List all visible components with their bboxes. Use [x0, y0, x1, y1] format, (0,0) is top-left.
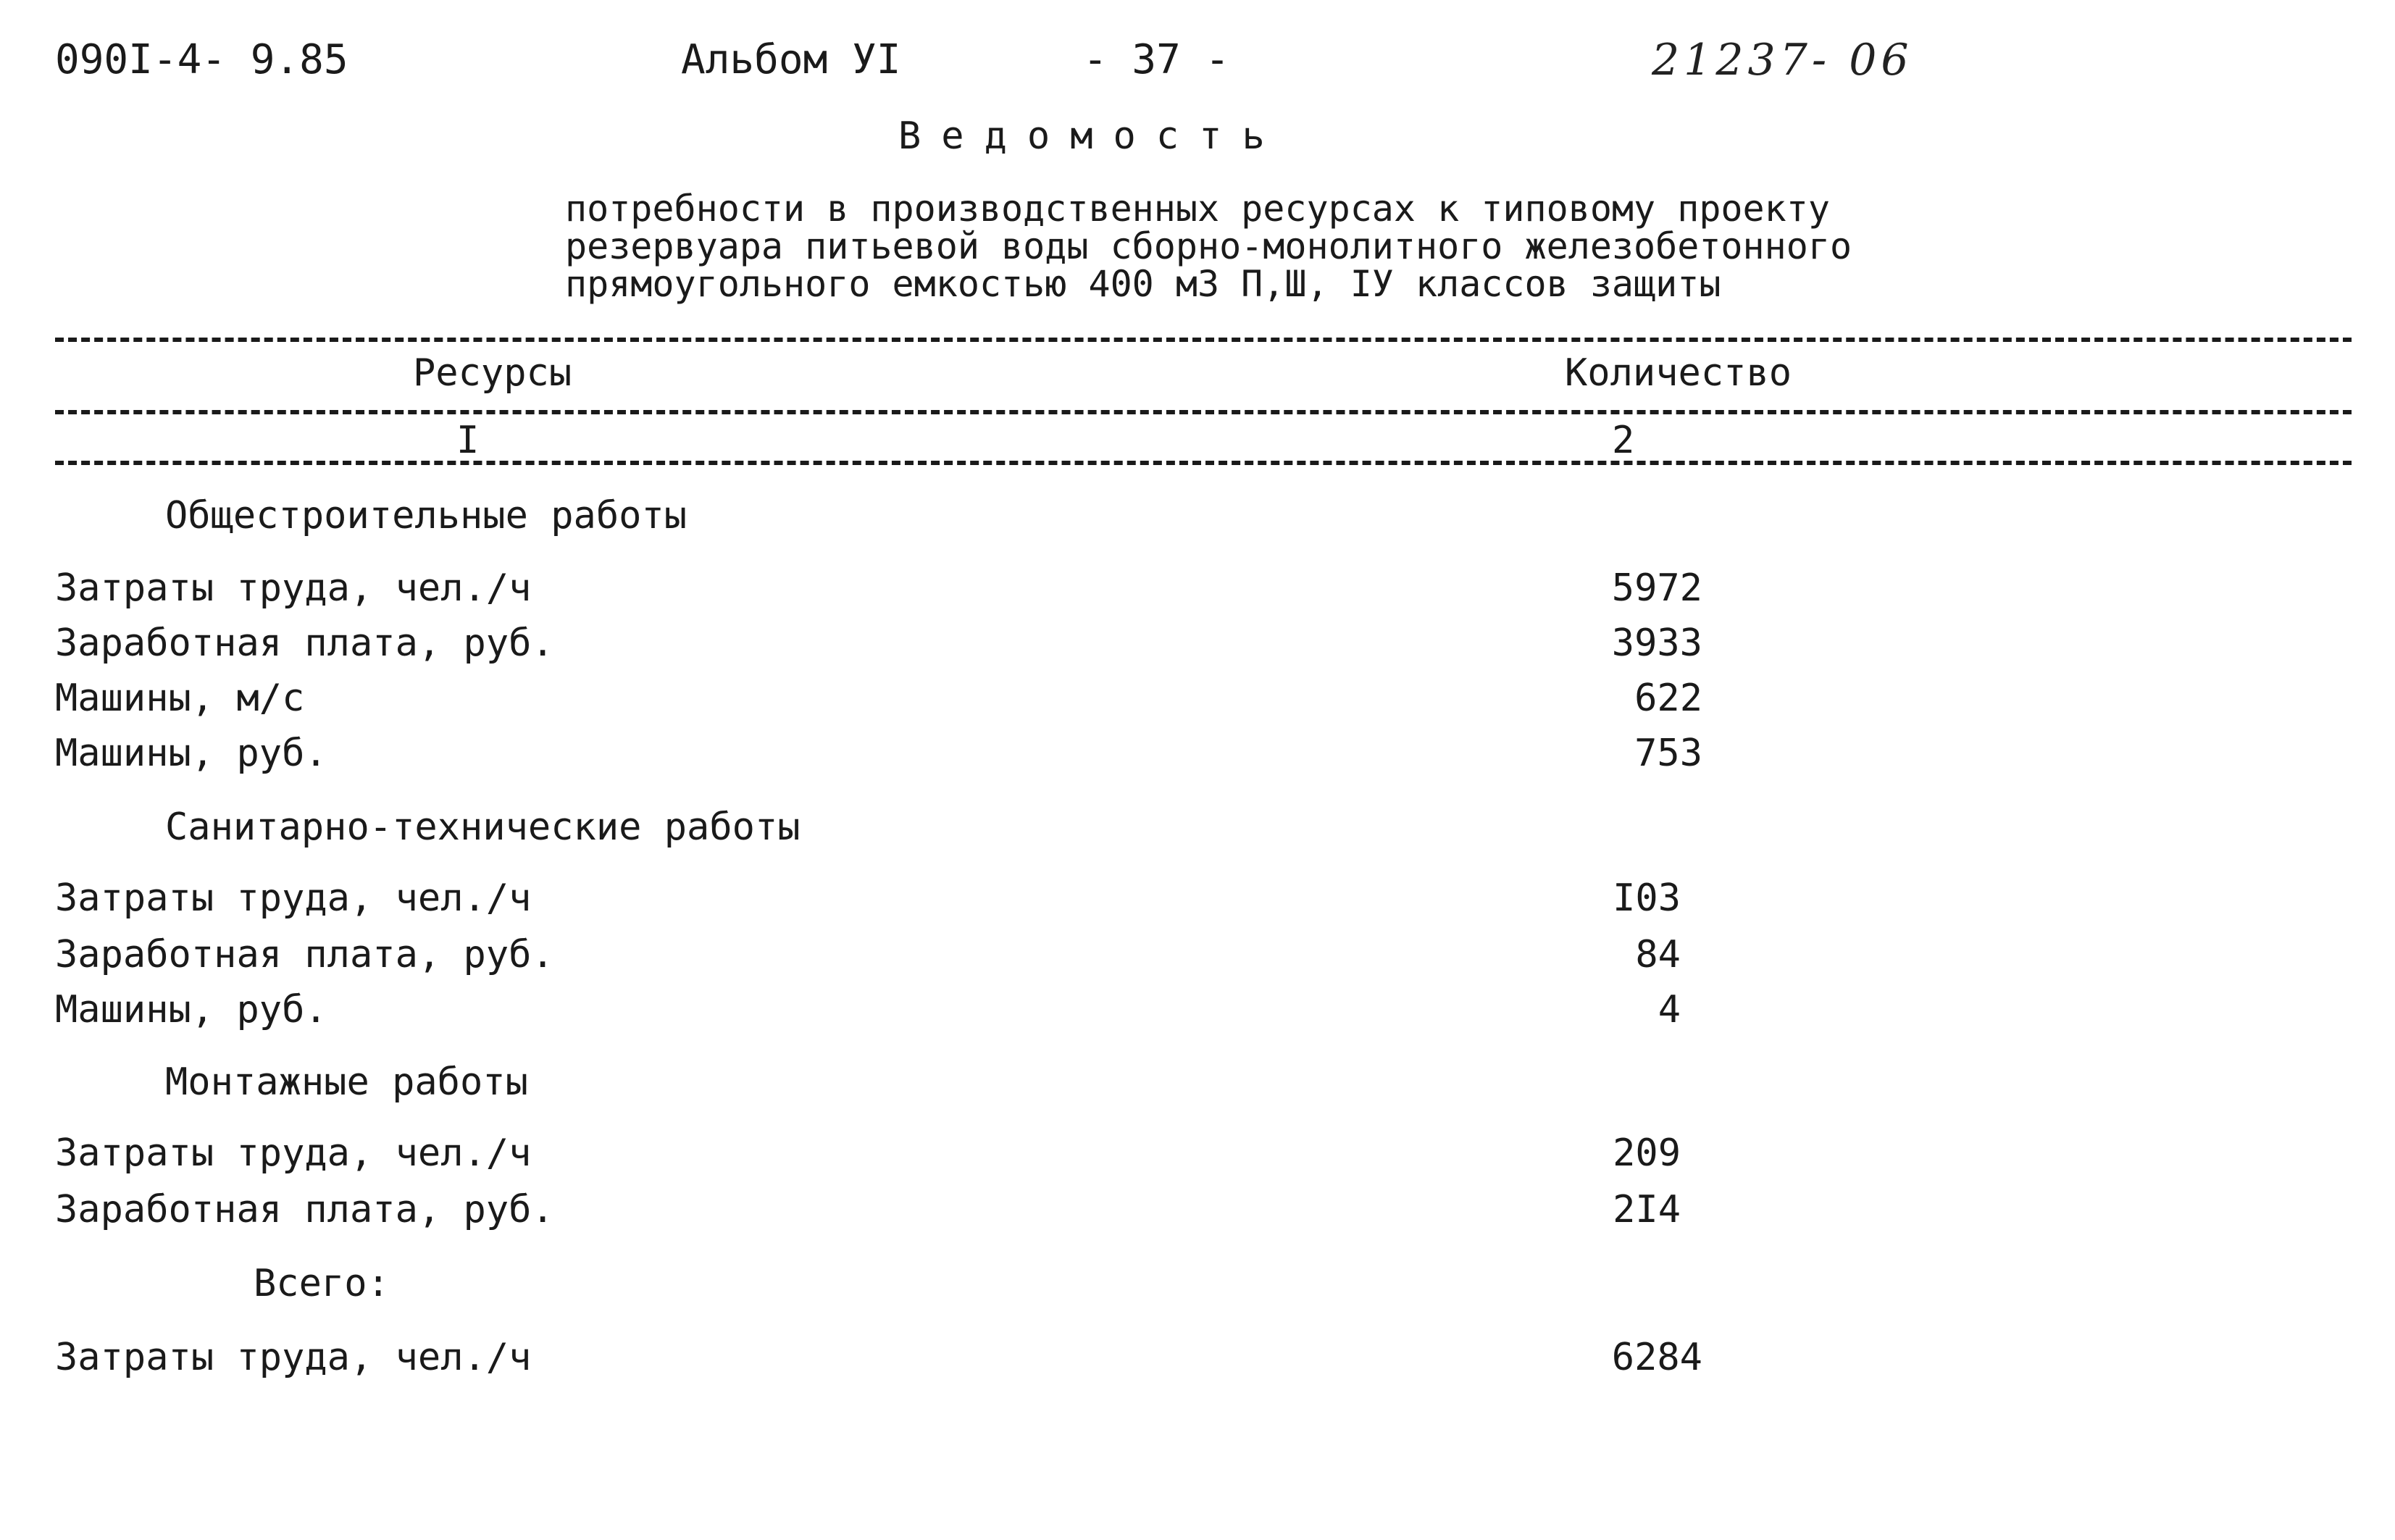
row-value: 5972 — [1611, 566, 1702, 610]
row-label: Заработная плата, руб. — [55, 622, 554, 665]
subtitle-line: прямоугольного емкостью 400 м3 П,Ш, IУ классов защиты — [565, 263, 1721, 305]
table-divider — [55, 410, 2352, 414]
row-value: 6284 — [1611, 1336, 1702, 1379]
row-label: Затраты труда, чел./ч — [55, 566, 532, 610]
document-subtitle — [565, 190, 1852, 303]
document-code: 090I-4- 9.85 — [55, 36, 348, 83]
total-heading: Всего: — [254, 1262, 390, 1305]
row-value: 209 — [1613, 1131, 1681, 1175]
section-heading: Общестроительные работы — [165, 494, 687, 537]
row-label: Машины, м/с — [55, 677, 305, 720]
album-label: Альбом УI — [681, 36, 901, 83]
row-value: 2I4 — [1613, 1188, 1681, 1231]
document-title: Ведомость — [898, 114, 1285, 158]
column-number-1: I — [456, 419, 480, 462]
section-heading: Монтажные работы — [165, 1060, 528, 1104]
row-label: Затраты труда, чел./ч — [55, 1336, 532, 1379]
row-value: 3933 — [1611, 622, 1702, 665]
section-heading: Санитарно-технические работы — [165, 805, 801, 849]
row-value: I03 — [1613, 876, 1681, 920]
inventory-number: 21237- 06 — [1652, 35, 1913, 85]
row-label: Заработная плата, руб. — [55, 1188, 554, 1231]
row-value: 622 — [1634, 677, 1702, 720]
subtitle-line: резервуара питьевой воды сборно-монолитного железобетонного — [565, 225, 1852, 267]
column-header-quantity: Количество — [1565, 351, 1792, 395]
row-value: 84 — [1635, 933, 1681, 976]
row-label: Затраты труда, чел./ч — [55, 876, 532, 920]
column-number-2: 2 — [1612, 419, 1635, 462]
row-label: Машины, руб. — [55, 732, 327, 775]
row-label: Затраты труда, чел./ч — [55, 1131, 532, 1175]
row-value: 753 — [1634, 732, 1702, 775]
row-label: Машины, руб. — [55, 988, 327, 1031]
row-value: 4 — [1658, 988, 1681, 1031]
column-header-resources: Ресурсы — [413, 351, 572, 395]
table-divider — [55, 461, 2352, 465]
page-number: - 37 - — [1083, 36, 1230, 83]
subtitle-line: потребности в производственных ресурсах к типовому проекту — [565, 188, 1830, 230]
table-divider — [55, 338, 2352, 342]
row-label: Заработная плата, руб. — [55, 933, 554, 976]
